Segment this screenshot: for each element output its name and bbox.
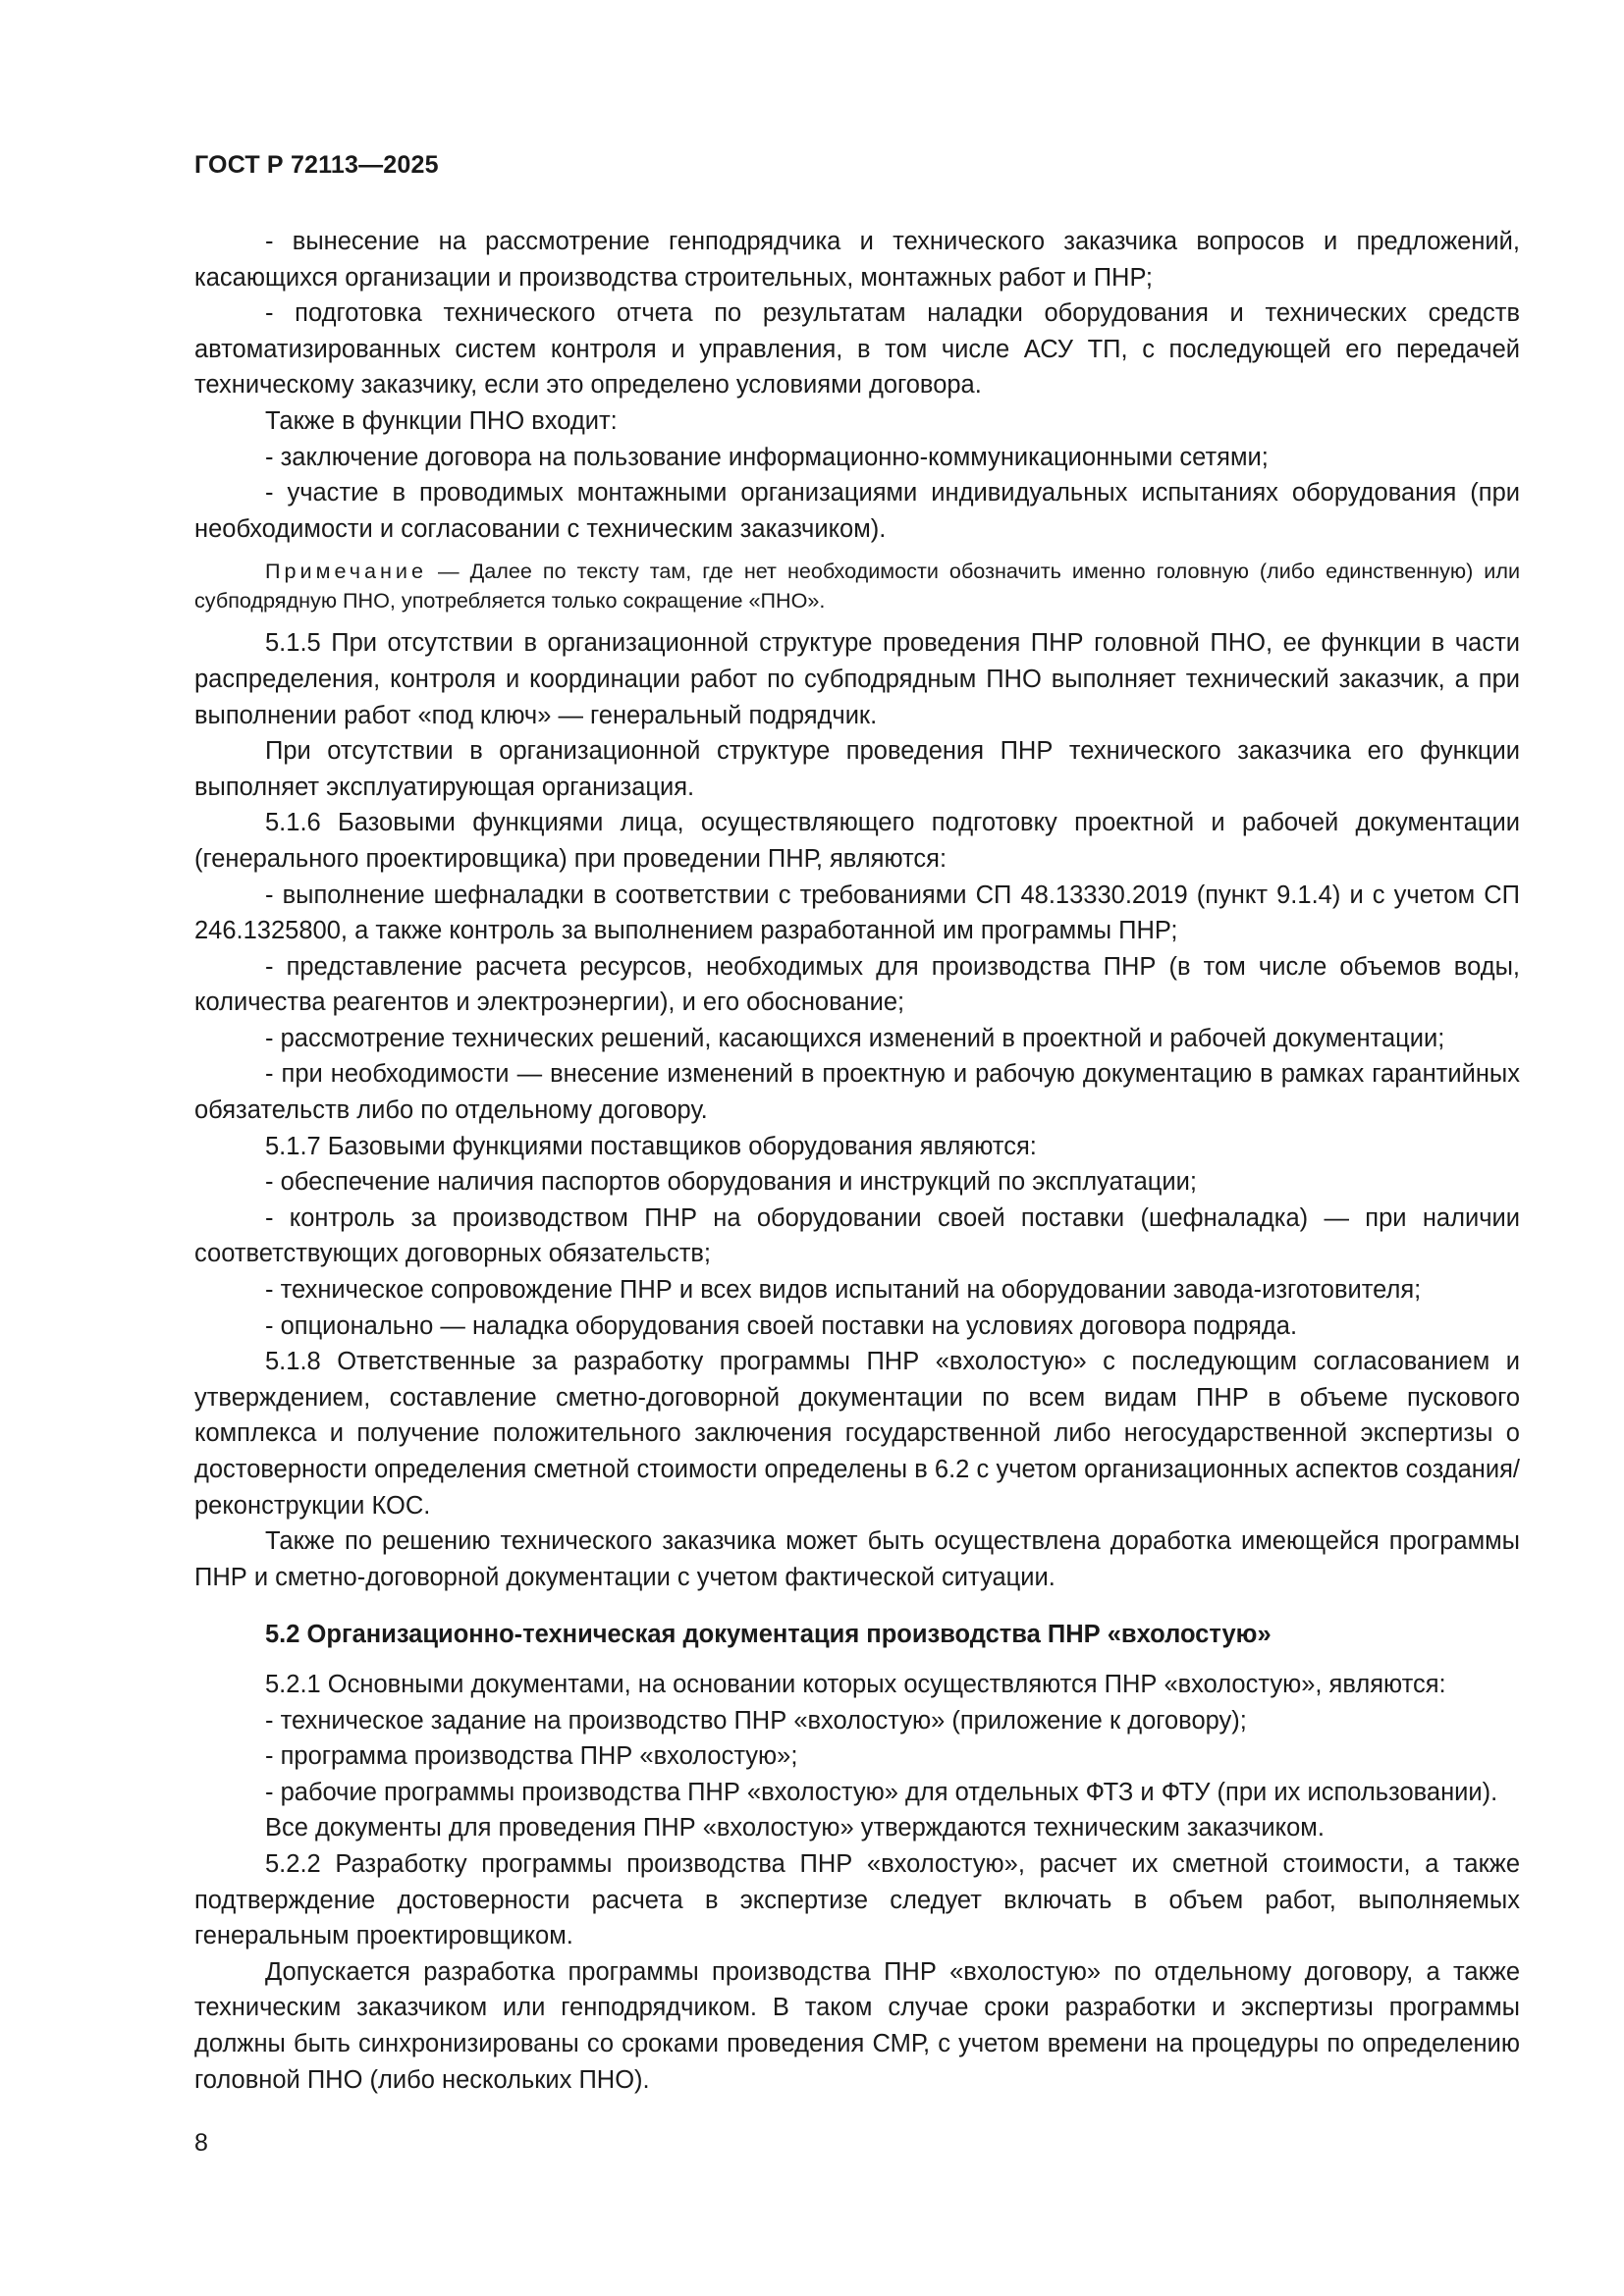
paragraph: - при необходимости — внесение изменений в проектную и рабочую документацию в рамках гарантийных обязательств либо по отдельному договору. [194, 1060, 1520, 1125]
paragraph: - контроль за производством ПНР на оборудовании своей поставки (шефналадка) — при наличии соответствующих договорных обязательств; [194, 1203, 1520, 1268]
document-header: ГОСТ Р 72113—2025 [194, 151, 439, 179]
paragraph: 5.1.6 Базовыми функциями лица, осуществляющего подготовку проектной и рабочей документации (генерального проектировщика) при проведении ПНР, являются: [194, 809, 1520, 873]
paragraph: Допускается разработка программы производства ПНР «вхолостую» по отдельному договору, а также техническим заказчиком или генподрядчиком. В таком случае сроки разработки и экспертизы программы должны быть синхронизированы со сроками проведения СМР, с учетом времени на процедуры по определению головной ПНО (либо нескольких ПНО). [194, 1957, 1520, 2094]
paragraph: - выполнение шефналадки в соответствии с требованиями СП 48.13330.2019 (пункт 9.1.4) и с учетом СП 246.1325800, а также контроль за выполнением разработанной им программы ПНР; [194, 881, 1520, 945]
section-heading: 5.2 Организационно-техническая документация производства ПНР «вхолостую» [265, 1621, 1272, 1649]
paragraph: - вынесение на рассмотрение генподрядчика и технического заказчика вопросов и предложений, касающихся организации и производства строительных, монтажных работ и ПНР; [194, 228, 1520, 292]
paragraph: - опционально — наладка оборудования своей поставки на условиях договора подряда. [265, 1311, 1298, 1340]
paragraph: 5.2.2 Разработку программы производства ПНР «вхолостую», расчет их сметной стоимости, а также подтверждение достоверности расчета в экспертизе следует включать в объем работ, выполняемых генеральным проектировщиком. [194, 1849, 1520, 1950]
paragraph: При отсутствии в организационной структуре проведения ПНР технического заказчика его функции выполняет эксплуатирующая организация. [194, 737, 1520, 801]
note-dash: — [427, 559, 470, 584]
note-text: Далее по тексту там, где нет необходимости обозначить именно головную (либо единственную) или субподрядную ПНО, употребляется только сокращение «ПНО». [194, 559, 1521, 614]
paragraph: - программа производства ПНР «вхолостую»; [265, 1742, 798, 1771]
paragraph: - подготовка технического отчета по результатам наладки оборудования и технических средств автоматизированных систем контроля и управления, в том числе АСУ ТП, с последующей его передачей техническому заказчику, если это определено условиями договора. [194, 299, 1520, 400]
paragraph: - рабочие программы производства ПНР «вхолостую» для отдельных ФТЗ и ФТУ (при их использовании). [265, 1778, 1498, 1806]
document-body [194, 224, 1520, 2098]
paragraph: - рассмотрение технических решений, касающихся изменений в проектной и рабочей документации; [265, 1024, 1445, 1052]
paragraph: 5.1.8 Ответственные за разработку программы ПНР «вхолостую» с последующим согласованием и утверждением, составление сметно-договорной документации по всем видам ПНР в объеме пускового комплекса и получение положительного заключения государственной либо негосударственной экспертизы о достоверности определения сметной стоимости определены в 6.2 с учетом организационных аспектов создания/реконструкции КОС. [194, 1348, 1520, 1520]
paragraph: Все документы для проведения ПНР «вхолостую» утверждаются техническим заказчиком. [265, 1814, 1325, 1842]
note-label: Примечание [265, 559, 427, 584]
paragraph: - обеспечение наличия паспортов оборудования и инструкций по эксплуатации; [265, 1168, 1197, 1197]
paragraph: 5.1.7 Базовыми функциями поставщиков оборудования являются: [265, 1132, 1037, 1160]
paragraph: Также в функции ПНО входит: [265, 406, 618, 435]
paragraph: - техническое задание на производство ПНР «вхолостую» (приложение к договору); [265, 1706, 1247, 1735]
paragraph: - техническое сопровождение ПНР и всех видов испытаний на оборудовании завода-изготовителя; [265, 1276, 1422, 1305]
paragraph: 5.2.1 Основными документами, на основании которых осуществляются ПНР «вхолостую», являются: [265, 1670, 1446, 1698]
paragraph: - участие в проводимых монтажными организациями индивидуальных испытаниях оборудования (при необходимости и согласовании с техническим заказчиком). [194, 479, 1520, 543]
paragraph: - представление расчета ресурсов, необходимых для производства ПНР (в том числе объемов воды, количества реагентов и электроэнергии), и его обоснование; [194, 952, 1520, 1017]
paragraph: Также по решению технического заказчика может быть осуществлена доработка имеющейся программы ПНР и сметно-договорной документации с учетом фактической ситуации. [194, 1527, 1520, 1591]
note [194, 557, 1520, 615]
page-number: 8 [194, 2129, 208, 2157]
paragraph: 5.1.5 При отсутствии в организационной структуре проведения ПНР головной ПНО, ее функции в части распределения, контроля и координации работ по субподрядным ПНО выполняет технический заказчик, а при выполнении работ «под ключ» — генеральный подрядчик. [194, 629, 1520, 729]
paragraph: - заключение договора на пользование информационно-коммуникационными сетями; [265, 443, 1269, 471]
